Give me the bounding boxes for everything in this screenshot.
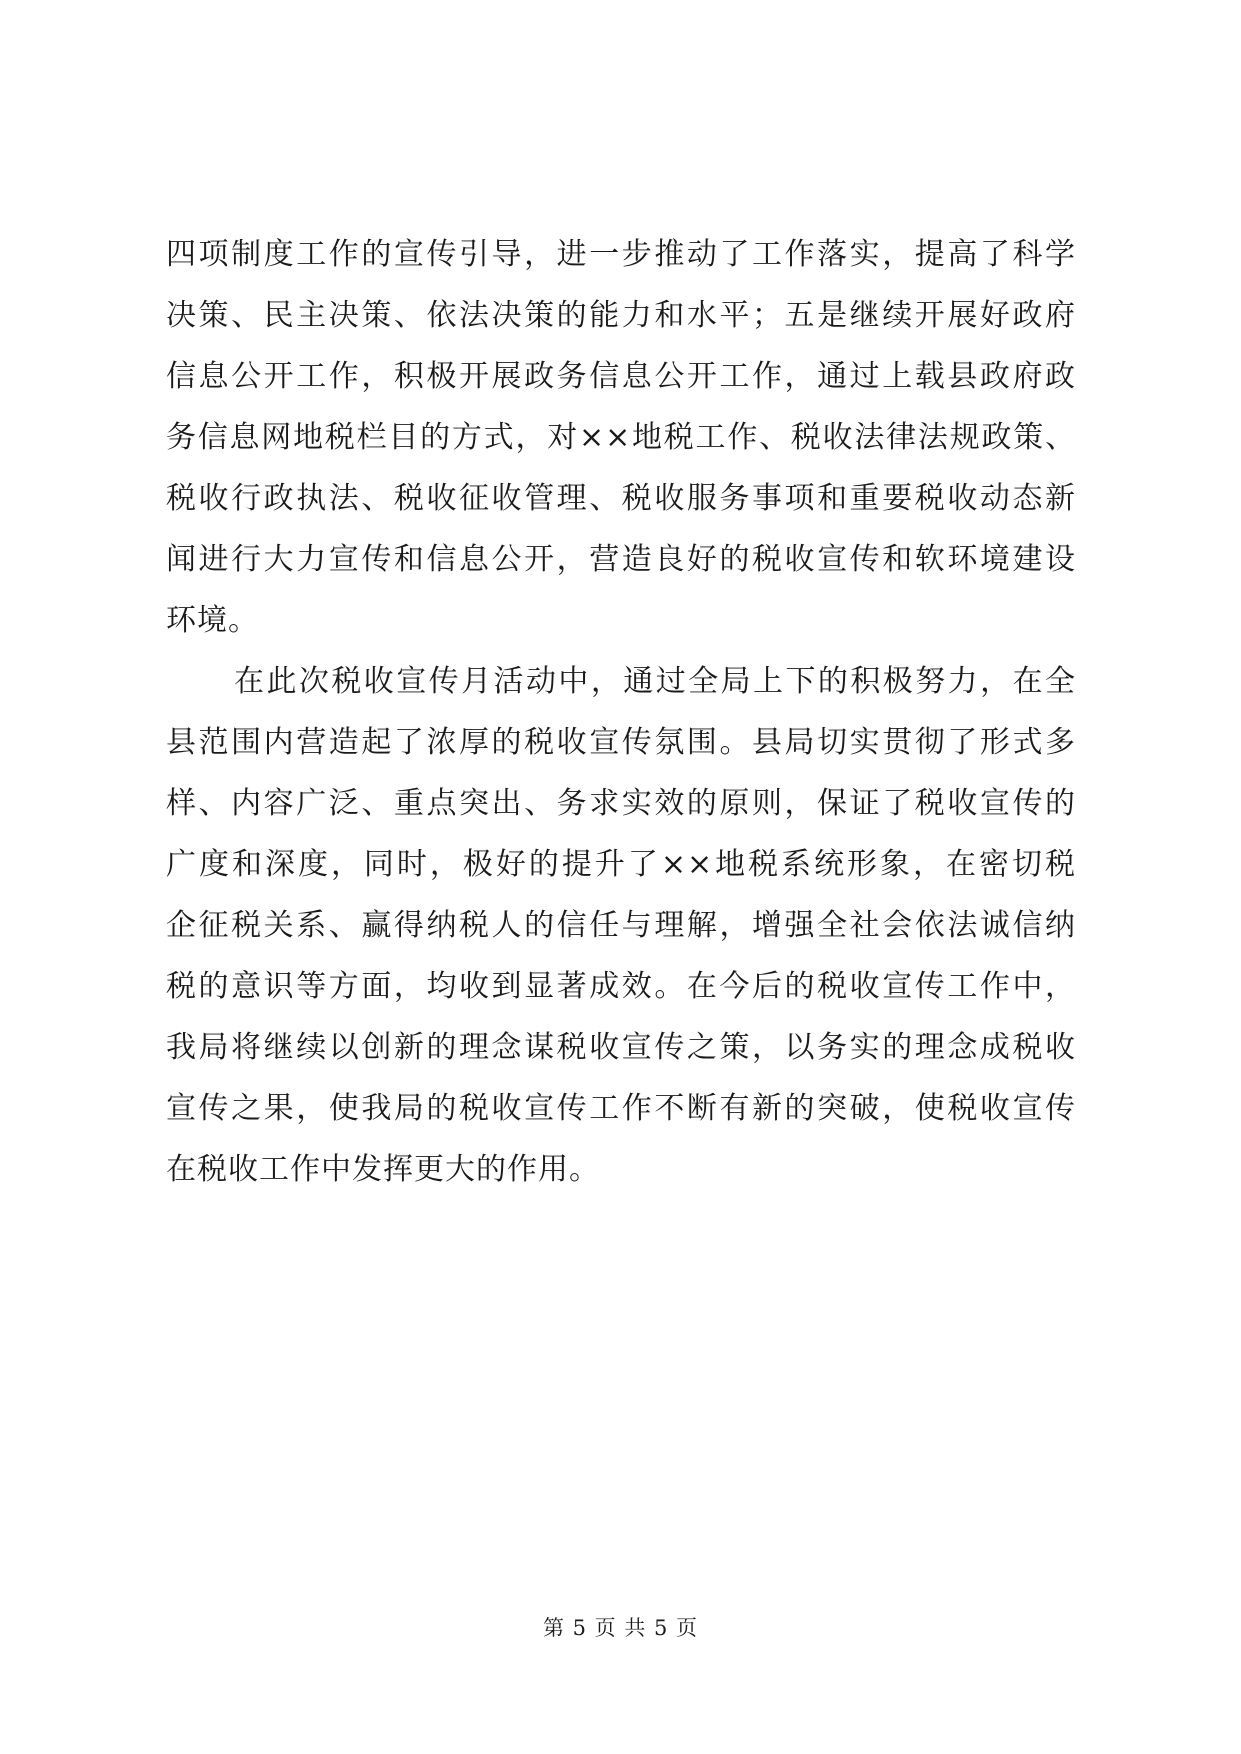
paragraph-line: 闻进行大力宣传和信息公开，营造良好的税收宣传和软环境建设 — [166, 542, 1076, 577]
paragraph-line: 宣传之果，使我局的税收宣传工作不断有新的突破，使税收宣传 — [166, 1091, 1076, 1126]
paragraph-line: 决策、民主决策、依法决策的能力和水平；五是继续开展好政府 — [166, 298, 1076, 333]
paragraph-line: 样、内容广泛、重点突出、务求实效的原则，保证了税收宣传的 — [166, 786, 1076, 821]
paragraph-line: 税的意识等方面，均收到显著成效。在今后的税收宣传工作中， — [166, 969, 1076, 1004]
paragraph-line: 四项制度工作的宣传引导，进一步推动了工作落实，提高了科学 — [166, 237, 1076, 272]
paragraph-line: 企征税关系、赢得纳税人的信任与理解，增强全社会依法诚信纳 — [166, 908, 1076, 943]
paragraph-line: 信息公开工作，积极开展政务信息公开工作，通过上载县政府政 — [166, 359, 1076, 394]
paragraph-1 — [166, 224, 1076, 651]
paragraph-line: 广度和深度，同时，极好的提升了××地税系统形象，在密切税 — [166, 847, 1076, 882]
paragraph-line: 我局将继续以创新的理念谋税收宣传之策，以务实的理念成税收 — [166, 1030, 1076, 1065]
paragraph-line: 县范围内营造起了浓厚的税收宣传氛围。县局切实贯彻了形式多 — [166, 725, 1076, 760]
paragraph-line: 在此次税收宣传月活动中，通过全局上下的积极努力，在全 — [234, 664, 1076, 699]
paragraph-2 — [166, 651, 1076, 1200]
document-body — [166, 224, 1076, 1200]
page-number-footer: 第 5 页 共 5 页 — [542, 1616, 699, 1640]
paragraph-line: 在税收工作中发挥更大的作用。 — [166, 1152, 600, 1187]
paragraph-line: 税收行政执法、税收征收管理、税收服务事项和重要税收动态新 — [166, 481, 1076, 516]
paragraph-line: 务信息网地税栏目的方式，对××地税工作、税收法律法规政策、 — [166, 420, 1076, 455]
paragraph-line: 环境。 — [166, 603, 259, 638]
